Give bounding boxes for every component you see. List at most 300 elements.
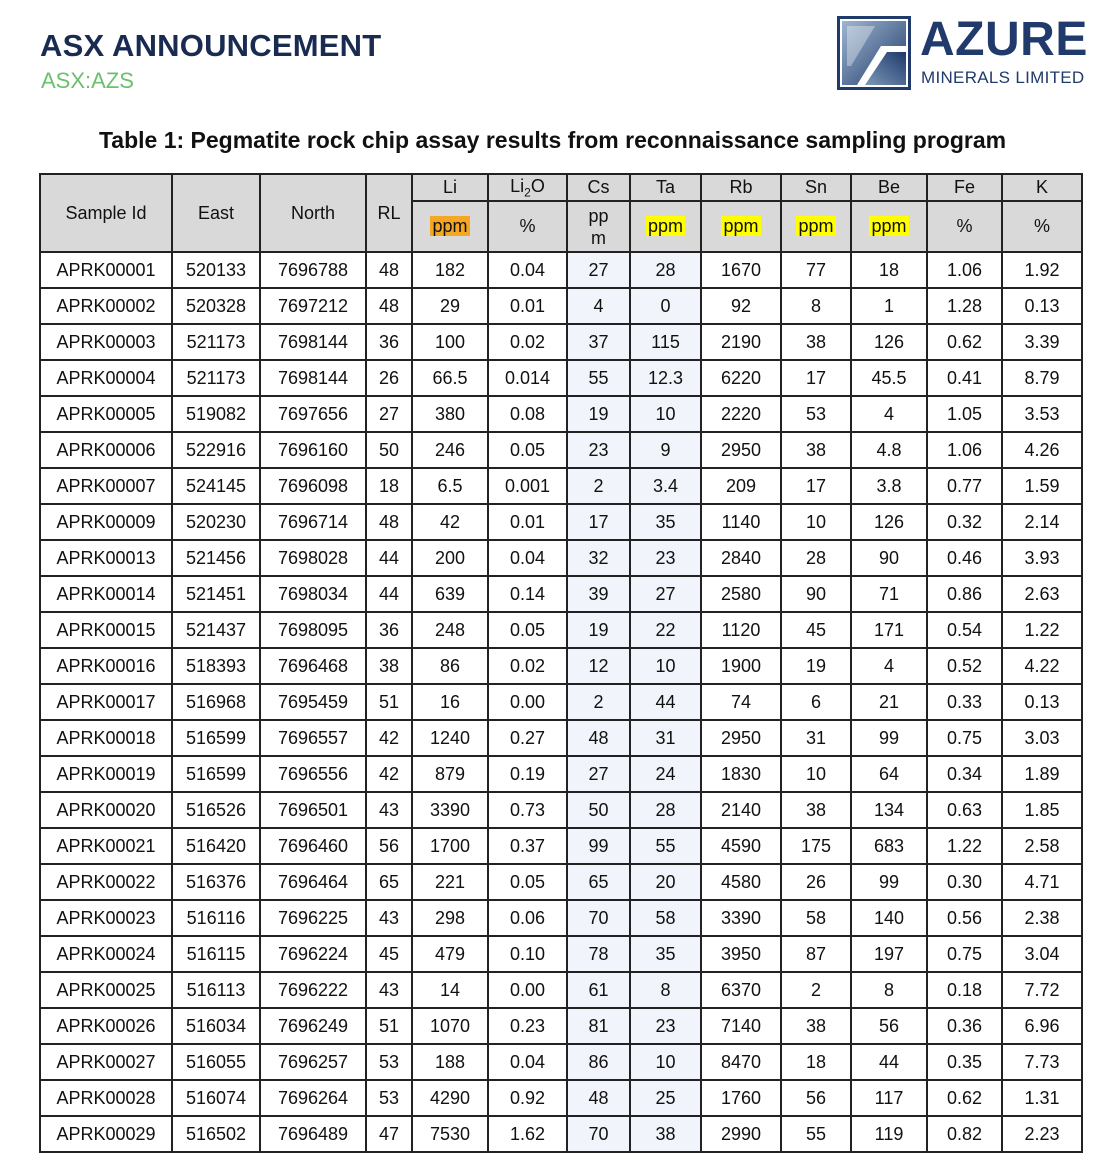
table-cell: 38 [781,432,851,468]
table-cell: 0.75 [927,936,1002,972]
table-cell: 23 [630,1008,701,1044]
header-unit [630,201,701,252]
table-cell: 44 [851,1044,927,1080]
table-cell: 0.32 [927,504,1002,540]
table-cell: 18 [366,468,412,504]
logo-wordmark: AZURE [920,13,1088,66]
table-cell: 7697656 [260,396,366,432]
table-cell: 25 [630,1080,701,1116]
header-element: Cs [567,174,630,201]
table-cell: 55 [781,1116,851,1152]
table-cell: APRK00015 [40,612,172,648]
table-cell: 4.26 [1002,432,1082,468]
table-cell: 518393 [172,648,260,684]
table-cell: 10 [781,756,851,792]
table-cell: 7698095 [260,612,366,648]
table-row [40,1044,1082,1080]
table-cell: 4580 [701,864,781,900]
table-cell: APRK00014 [40,576,172,612]
table-cell: 35 [630,504,701,540]
table-row [40,360,1082,396]
table-cell: 0.54 [927,612,1002,648]
table-cell: 0.27 [488,720,567,756]
table-cell: 45 [781,612,851,648]
table-cell: 879 [412,756,488,792]
header-unit [412,201,488,252]
table-cell: 90 [851,540,927,576]
table-cell: 188 [412,1044,488,1080]
table-cell: 1.31 [1002,1080,1082,1116]
table-cell: 86 [567,1044,630,1080]
table-cell: 1120 [701,612,781,648]
header-north: North [260,174,366,252]
table-cell: 0.36 [927,1008,1002,1044]
table-cell: 3.03 [1002,720,1082,756]
table-cell: 7696098 [260,468,366,504]
table-cell: 7696225 [260,900,366,936]
table-row [40,1080,1082,1116]
table-cell: 2840 [701,540,781,576]
table-cell: 12.3 [630,360,701,396]
table-cell: 92 [701,288,781,324]
table-cell: 38 [781,792,851,828]
assay-results-table [39,173,1083,1153]
table-cell: 0.014 [488,360,567,396]
table-cell: APRK00026 [40,1008,172,1044]
table-row [40,324,1082,360]
table-cell: 6.96 [1002,1008,1082,1044]
table-cell: 6 [781,684,851,720]
table-row [40,288,1082,324]
table-caption: Table 1: Pegmatite rock chip assay results from reconnaissance sampling program [98,127,1007,153]
table-cell: 78 [567,936,630,972]
table-cell: 7696556 [260,756,366,792]
table-row [40,972,1082,1008]
table-cell: 2.38 [1002,900,1082,936]
table-cell: 6370 [701,972,781,1008]
table-cell: 182 [412,252,488,288]
table-cell: 516599 [172,756,260,792]
table-row [40,504,1082,540]
table-cell: 0.77 [927,468,1002,504]
table-cell: 6.5 [412,468,488,504]
table-cell: 0.05 [488,864,567,900]
table-cell: 521173 [172,324,260,360]
table-row [40,432,1082,468]
table-cell: 7696788 [260,252,366,288]
table-cell: 7696249 [260,1008,366,1044]
table-cell: 520230 [172,504,260,540]
table-cell: 0.73 [488,792,567,828]
table-cell: 524145 [172,468,260,504]
table-cell: 10 [630,648,701,684]
table-cell: 1700 [412,828,488,864]
table-cell: 1.92 [1002,252,1082,288]
table-cell: APRK00024 [40,936,172,972]
table-cell: 0.23 [488,1008,567,1044]
table-cell: 516116 [172,900,260,936]
table-cell: 0.92 [488,1080,567,1116]
table-cell: 9 [630,432,701,468]
table-cell: 7696224 [260,936,366,972]
table-cell: 1 [851,288,927,324]
table-cell: 19 [567,612,630,648]
table-cell: 1.22 [927,828,1002,864]
table-cell: 90 [781,576,851,612]
table-cell: 248 [412,612,488,648]
table-cell: APRK00005 [40,396,172,432]
header-element: Be [851,174,927,201]
table-cell: 38 [781,324,851,360]
table-cell: 1.06 [927,432,1002,468]
table-cell: 50 [567,792,630,828]
table-cell: APRK00007 [40,468,172,504]
table-cell: 48 [567,1080,630,1116]
table-cell: 2.58 [1002,828,1082,864]
table-cell: 4290 [412,1080,488,1116]
table-cell: APRK00004 [40,360,172,396]
table-cell: 42 [366,756,412,792]
header-unit: % [1002,201,1082,252]
table-row [40,576,1082,612]
table-cell: 58 [630,900,701,936]
table-cell: 7695459 [260,684,366,720]
table-row [40,792,1082,828]
table-cell: 12 [567,648,630,684]
table-cell: 0.10 [488,936,567,972]
table-cell: 51 [366,684,412,720]
table-cell: 7698034 [260,576,366,612]
header-element: Sn [781,174,851,201]
table-cell: 53 [781,396,851,432]
table-cell: 0.04 [488,252,567,288]
table-cell: 4 [851,396,927,432]
table-cell: APRK00019 [40,756,172,792]
table-row [40,828,1082,864]
table-cell: 0.01 [488,288,567,324]
table-cell: 516502 [172,1116,260,1152]
table-cell: 16 [412,684,488,720]
table-cell: 3.93 [1002,540,1082,576]
unit-label: ppm [871,216,907,236]
table-cell: 42 [366,720,412,756]
table-cell: 0 [630,288,701,324]
table-cell: 1.59 [1002,468,1082,504]
table-cell: 0.02 [488,324,567,360]
table-cell: 6220 [701,360,781,396]
table-cell: 56 [781,1080,851,1116]
table-cell: 119 [851,1116,927,1152]
table-row [40,720,1082,756]
table-cell: 1670 [701,252,781,288]
header-east: East [172,174,260,252]
table-cell: 0.14 [488,576,567,612]
table-cell: 2190 [701,324,781,360]
table-cell: 19 [781,648,851,684]
table-cell: APRK00016 [40,648,172,684]
unit-label: ppm [723,216,759,236]
table-cell: 521173 [172,360,260,396]
table-cell: 26 [781,864,851,900]
table-cell: APRK00027 [40,1044,172,1080]
table-cell: 0.86 [927,576,1002,612]
table-cell: 27 [567,756,630,792]
table-cell: 7696460 [260,828,366,864]
table-cell: 17 [781,360,851,396]
li2o-label: $Li_2O$ [510,175,545,200]
table-cell: 99 [851,864,927,900]
table-cell: APRK00025 [40,972,172,1008]
table-cell: 44 [366,576,412,612]
table-cell: 0.19 [488,756,567,792]
table-cell: 1.06 [927,252,1002,288]
table-cell: 28 [630,252,701,288]
table-cell: 2 [781,972,851,1008]
table-cell: 43 [366,792,412,828]
table-cell: 32 [567,540,630,576]
table-cell: 7696464 [260,864,366,900]
table-cell: 27 [366,396,412,432]
header-element: Fe [927,174,1002,201]
table-cell: 55 [630,828,701,864]
table-cell: 1.89 [1002,756,1082,792]
table-cell: APRK00023 [40,900,172,936]
table-cell: APRK00001 [40,252,172,288]
table-cell: 1.85 [1002,792,1082,828]
table-cell: 0.18 [927,972,1002,1008]
unit-label: ppm [432,216,468,236]
table-cell: 2.63 [1002,576,1082,612]
table-cell: 42 [412,504,488,540]
table-cell: 27 [630,576,701,612]
header-unit [781,201,851,252]
table-cell: 246 [412,432,488,468]
table-cell: 77 [781,252,851,288]
table-cell: 0.13 [1002,288,1082,324]
table-cell: 56 [851,1008,927,1044]
table-cell: 516968 [172,684,260,720]
table-cell: 516376 [172,864,260,900]
table-cell: 175 [781,828,851,864]
table-cell: 7698144 [260,360,366,396]
table-cell: 0.08 [488,396,567,432]
table-row [40,612,1082,648]
table-cell: 29 [412,288,488,324]
table-cell: 2 [567,468,630,504]
table-cell: 1.62 [488,1116,567,1152]
table-cell: 31 [781,720,851,756]
table-cell: 3390 [701,900,781,936]
table-cell: APRK00022 [40,864,172,900]
header-element: Ta [630,174,701,201]
table-cell: 2.23 [1002,1116,1082,1152]
table-cell: 43 [366,972,412,1008]
table-cell: APRK00003 [40,324,172,360]
announcement-title: ASX ANNOUNCEMENT [40,28,382,63]
table-cell: 7.73 [1002,1044,1082,1080]
table-cell: 38 [630,1116,701,1152]
table-cell: 53 [366,1080,412,1116]
unit-label: ppm [798,216,834,236]
table-cell: 2990 [701,1116,781,1152]
table-cell: 43 [366,900,412,936]
table-cell: APRK00020 [40,792,172,828]
table-cell: 2220 [701,396,781,432]
table-cell: 3950 [701,936,781,972]
unit-label: ppm [647,216,683,236]
header-element: Li [412,174,488,201]
table-cell: 58 [781,900,851,936]
table-cell: 1240 [412,720,488,756]
table-cell: 7698028 [260,540,366,576]
table-cell: 47 [366,1116,412,1152]
table-cell: 99 [567,828,630,864]
table-cell: 1760 [701,1080,781,1116]
table-cell: 23 [567,432,630,468]
table-cell: 2580 [701,576,781,612]
table-cell: 100 [412,324,488,360]
table-cell: 0.02 [488,648,567,684]
table-row [40,936,1082,972]
header-unit: % [488,201,567,252]
table-cell: 209 [701,468,781,504]
table-cell: 519082 [172,396,260,432]
header-sample-id: Sample Id [40,174,172,252]
table-cell: 2140 [701,792,781,828]
table-cell: 1.28 [927,288,1002,324]
table-cell: 28 [781,540,851,576]
table-cell: 639 [412,576,488,612]
table-cell: APRK00028 [40,1080,172,1116]
header-element [488,174,567,201]
table-cell: 0.06 [488,900,567,936]
table-cell: 48 [366,288,412,324]
table-cell: 4.71 [1002,864,1082,900]
table-cell: 2 [567,684,630,720]
table-cell: 298 [412,900,488,936]
table-cell: 1.05 [927,396,1002,432]
table-cell: 39 [567,576,630,612]
table-cell: 81 [567,1008,630,1044]
header-unit [567,201,630,252]
table-cell: 24 [630,756,701,792]
table-cell: 45 [366,936,412,972]
table-cell: 50 [366,432,412,468]
table-cell: 38 [781,1008,851,1044]
table-cell: 0.82 [927,1116,1002,1152]
table-cell: 7140 [701,1008,781,1044]
table-cell: 2950 [701,432,781,468]
table-row [40,864,1082,900]
table-cell: 44 [366,540,412,576]
table-cell: 115 [630,324,701,360]
table-cell: 200 [412,540,488,576]
table-row [40,396,1082,432]
table-row [40,648,1082,684]
table-cell: 35 [630,936,701,972]
table-cell: 0.001 [488,468,567,504]
table-cell: 3.53 [1002,396,1082,432]
table-cell: 7696468 [260,648,366,684]
table-cell: 38 [366,648,412,684]
table-cell: 8.79 [1002,360,1082,396]
table-cell: 53 [366,1044,412,1080]
table-cell: 0.05 [488,612,567,648]
table-cell: 7.72 [1002,972,1082,1008]
table-cell: 70 [567,1116,630,1152]
table-cell: 7696557 [260,720,366,756]
table-cell: 48 [366,252,412,288]
table-cell: 20 [630,864,701,900]
table-cell: 87 [781,936,851,972]
table-cell: 8 [781,288,851,324]
table-cell: 126 [851,504,927,540]
table-cell: 516420 [172,828,260,864]
unit-label: pp m [588,205,609,248]
table-cell: 197 [851,936,927,972]
table-cell: 516074 [172,1080,260,1116]
table-cell: 7530 [412,1116,488,1152]
table-cell: 221 [412,864,488,900]
table-cell: 0.75 [927,720,1002,756]
table-row [40,756,1082,792]
table-cell: APRK00017 [40,684,172,720]
table-cell: 0.63 [927,792,1002,828]
table-cell: 74 [701,684,781,720]
ticker-label: ASX:AZS [41,68,134,93]
table-cell: 65 [366,864,412,900]
table-cell: 516055 [172,1044,260,1080]
table-cell: 516034 [172,1008,260,1044]
table-cell: 7698144 [260,324,366,360]
table-cell: 3.4 [630,468,701,504]
table-cell: 0.34 [927,756,1002,792]
table-cell: 66.5 [412,360,488,396]
table-row [40,1008,1082,1044]
table-cell: 0.05 [488,432,567,468]
table-cell: 99 [851,720,927,756]
table-cell: 4 [567,288,630,324]
table-cell: 10 [630,1044,701,1080]
table-cell: 521456 [172,540,260,576]
header-unit: % [927,201,1002,252]
table-cell: 0.33 [927,684,1002,720]
table-cell: APRK00013 [40,540,172,576]
table-cell: 36 [366,324,412,360]
table-cell: 380 [412,396,488,432]
table-cell: 28 [630,792,701,828]
table-cell: 48 [366,504,412,540]
table-cell: 0.46 [927,540,1002,576]
table-cell: APRK00021 [40,828,172,864]
table-cell: 7696222 [260,972,366,1008]
table-cell: 7697212 [260,288,366,324]
table-cell: 65 [567,864,630,900]
table-cell: 0.62 [927,324,1002,360]
table-cell: 0.37 [488,828,567,864]
table-cell: 23 [630,540,701,576]
table-cell: 44 [630,684,701,720]
azure-logo-icon [837,16,911,90]
table-cell: 64 [851,756,927,792]
table-cell: 55 [567,360,630,396]
table-cell: 126 [851,324,927,360]
table-cell: 1830 [701,756,781,792]
table-cell: 683 [851,828,927,864]
table-cell: APRK00009 [40,504,172,540]
table-cell: 516113 [172,972,260,1008]
table-cell: 14 [412,972,488,1008]
